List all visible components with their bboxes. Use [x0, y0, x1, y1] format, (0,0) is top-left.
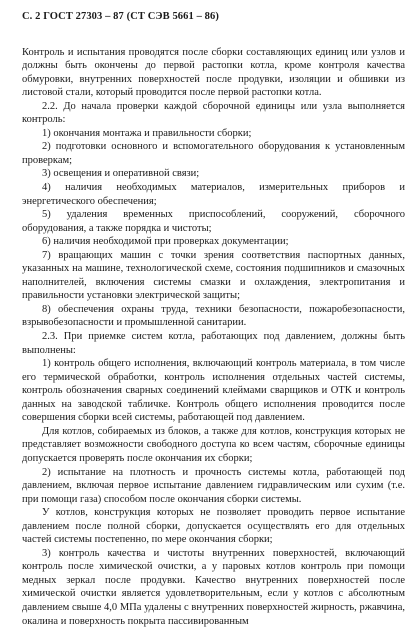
list-item-2-3-3: 3) контроль качества и чистоты внутренних поверхностей, включающий контроль после химической очистки, а у паровых котлов контроль при помощи медных зеркал после продувки. Качество внутренних поверхностей после химической очистки является удовлетворительным, если у котлов с абсолютным давлением свыше 4,0 МПа удалены с внутренних поверхностей жирность, ржавчина, окалина и поверхность покрыта пассивированным	[22, 547, 405, 627]
list-item-2-2-8: 8) обеспечения охраны труда, техники безопасности, пожаробезопасности, взрывобезопасности и промышленной санитарии.	[22, 303, 405, 329]
page-header: С. 2 ГОСТ 27303 – 87 (СТ СЭВ 5661 – 86)	[22, 11, 219, 22]
list-item-2-3-2: 2) испытание на плотность и прочность системы котла, работающей под давлением, включая первое испытание давлением гидравлическим или сухим (т.е. при помощи газа) способом после окончания сборки системы.	[22, 466, 405, 505]
paragraph-blocks: Для котлов, собираемых из блоков, а также для котлов, конструкция которых не представляет возможности свободного доступа ко всем частям, сборочные единицы допускается проверять после окончания их сборки;	[22, 425, 405, 464]
list-item-2-2-7: 7) вращающих машин с точки зрения соответствия паспортных данных, указанных на машине, технологической схеме, состояния подшипников и смазочных наполнителей, включения системы смазки и охлаждения, электропитания и правильности установки электрической защиты;	[22, 249, 405, 302]
list-item-2-2-3: 3) освещения и оперативной связи;	[42, 168, 200, 180]
list-item-2-2-4: 4) наличия необходимых материалов, измерительных приборов и энергетического обеспечения;	[22, 182, 405, 207]
list-item-2-3-1: 1) контроль общего исполнения, включающий контроль материала, в том числе его термической обработки, контроль исполнения отдельных частей системы, контроль обозначения сварных соединений клеймами сварщиков и ОТК и контроль данных на заводской табличке. Контроль общего исполнения проводится после совершения сборки всей системы, работающей под давлением.	[22, 358, 405, 424]
section-2-3-heading: 2.3. При приемке систем котла, работающих под давлением, должны быть выполнены:	[22, 331, 405, 356]
list-item-2-2-5: 5) удаления временных приспособлений, сооружений, сборочного оборудования, а также порядка и чистоты;	[22, 209, 405, 234]
section-2-2-heading: 2.2. До начала проверки каждой сборочной единицы или узла выполняется контроль:	[22, 100, 405, 126]
list-item-2-2-6: 6) наличия необходимой при проверках документации;	[42, 236, 289, 248]
list-item-2-2-1: 1) окончания монтажа и правильности сборки;	[42, 127, 252, 139]
list-item-2-2-2: 2) подготовки основного и вспомогательного оборудования к установленным проверкам;	[22, 141, 405, 166]
paragraph-partial-test: У котлов, конструкция которых не позволяет проводить первое испытание давлением после полной сборки, допускается осуществлять его для отдельных частей системы постепенно, по мере окончания сборки;	[22, 507, 405, 546]
paragraph-intro: Контроль и испытания проводятся после сборки составляющих единиц или узлов и должны быть окончены до первой растопки котла, кроме контроля качества обмуровки, внутренних поверхностей после продувки, изоляции и обшивки из листовой стали, который проводится после первой растопки котла.	[22, 46, 405, 99]
